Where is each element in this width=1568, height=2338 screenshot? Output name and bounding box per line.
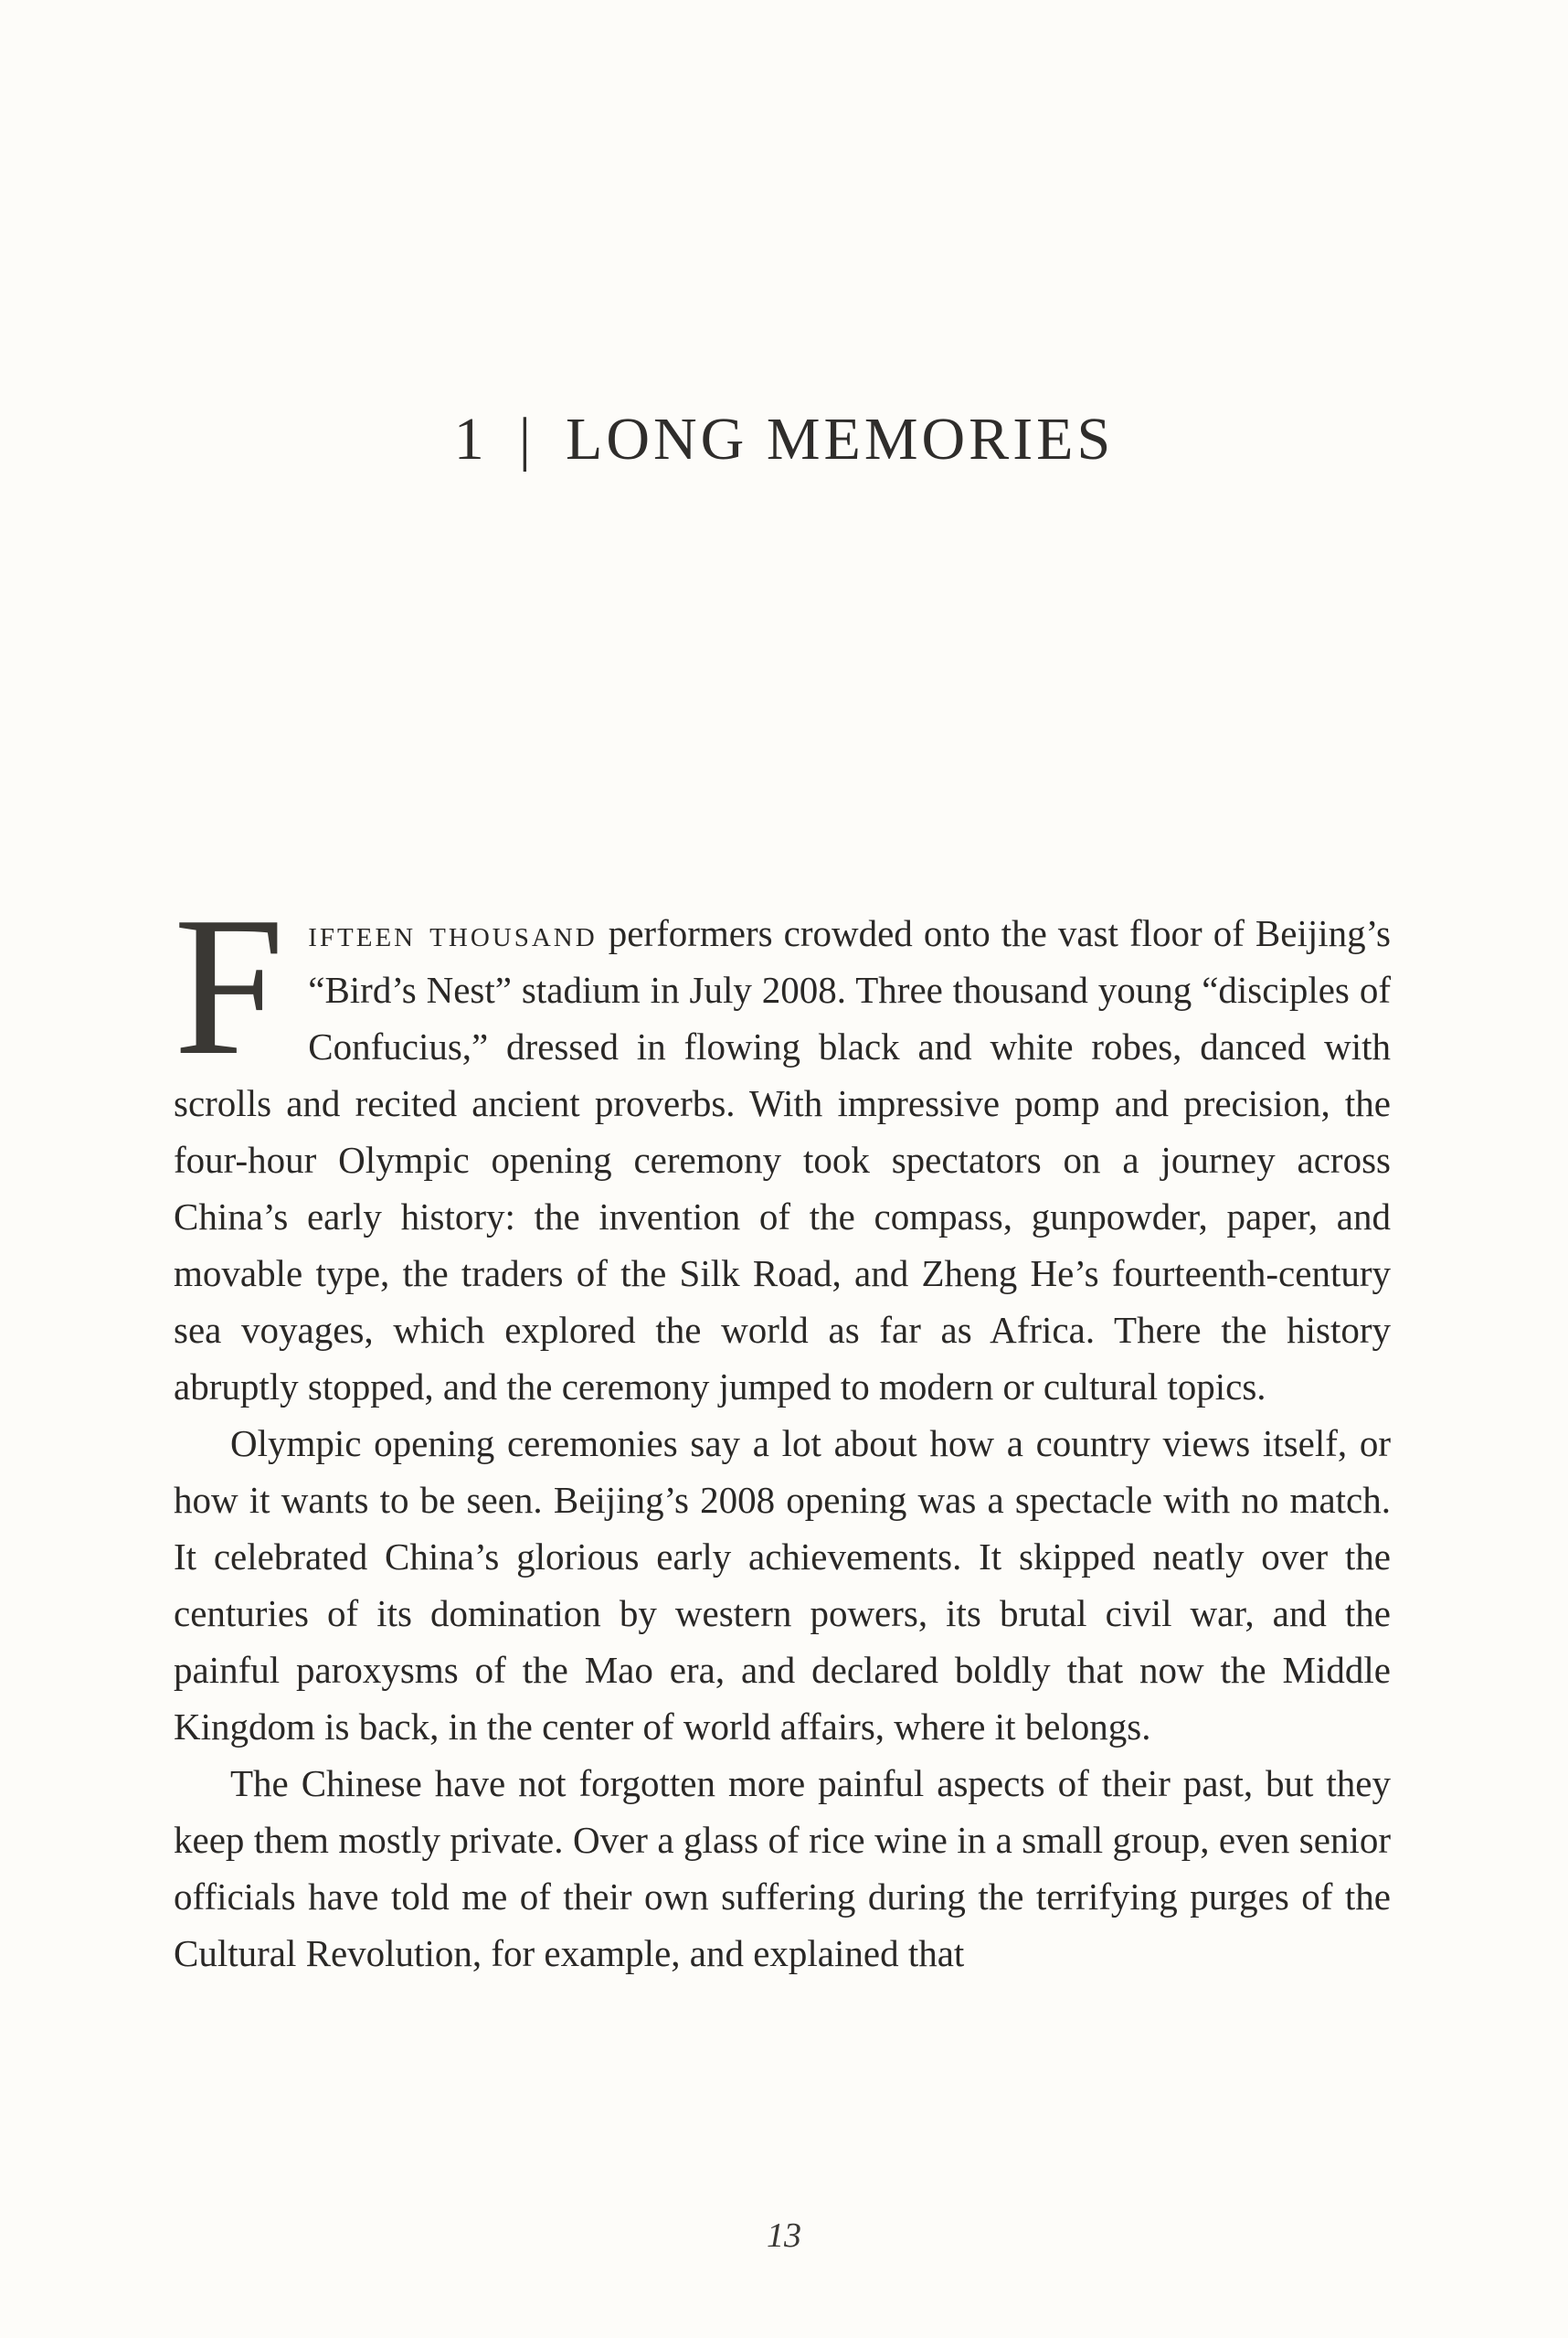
paragraph-1-text: performers crowded onto the vast floor of Beijing’s “Bird’s Nest” stadium in July 2008. Three thousand young “disciples of Confucius,” dressed in flowing black and white robes, danced with scrolls and recited ancient proverbs. With impressive pomp and precision, the four-hour Olympic opening ceremony took spectators on a journey across China’s early history: the invention of the compass, gunpowder, paper, and movable type, the traders of the Silk Road, and Zheng He’s fourteenth-century sea voyages, which explored the world as far as Africa. There the history abruptly stopped, and the ceremony jumped to modern or cultural topics. [174,912,1391,1408]
lead-in: ifteen thousand [308,912,598,954]
chapter-number: 1 [453,406,488,473]
chapter-separator: | [518,406,535,473]
drop-cap: F [174,877,285,1097]
paragraph-3: The Chinese have not forgotten more painful aspects of their past, but they keep them mostly private. Over a glass of rice wine in a small group, even senior officials have told me of their own suffering during the terrifying purges of the Cultural Revolution, for example, and explained that [174,1762,1391,1974]
body-text [174,877,1391,1982]
paragraph-1 [174,877,1391,1415]
chapter-title: LONG MEMORIES [566,406,1115,473]
chapter-heading [0,406,1568,473]
page-number: 13 [767,2216,801,2255]
paragraph-2: Olympic opening ceremonies say a lot about how a country views itself, or how it wants to be seen. Beijing’s 2008 opening was a spectacle with no match. It celebrated China’s glorious early achievements. It skipped neatly over the centuries of its domination by western powers, its brutal civil war, and the painful paroxysms of the Mao era, and declared boldly that now the Middle Kingdom is back, in the center of world affairs, where it belongs. [174,1422,1391,1748]
